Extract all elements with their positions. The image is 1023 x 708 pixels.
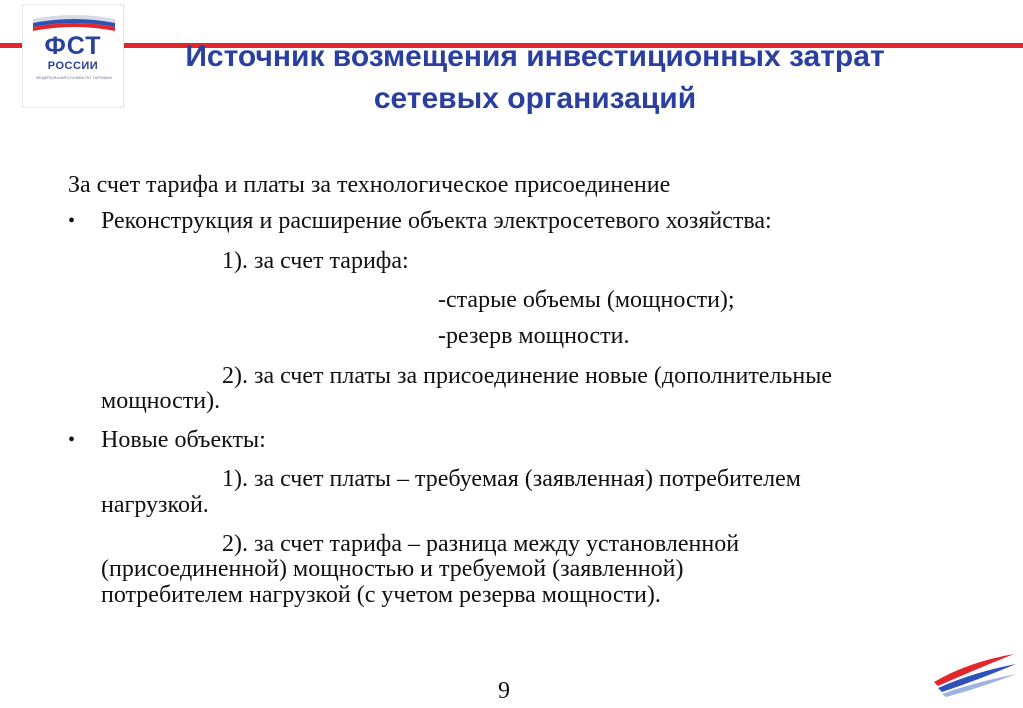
- section-1-heading: Реконструкция и расширение объекта электросетевого хозяйства:: [101, 208, 772, 234]
- section-2-item-2-line-2: (присоединенной) мощностью и требуемой (заявленной): [101, 556, 684, 582]
- section-2-item-2-line-3: потребителем нагрузкой (с учетом резерва мощности).: [101, 582, 661, 608]
- title-line-1: Источник возмещения инвестиционных затрат: [185, 40, 885, 73]
- section-2-heading: Новые объекты:: [101, 427, 266, 453]
- page-number: 9: [498, 678, 510, 704]
- section-1-item-2-line-1: 2). за счет платы за присоединение новые (дополнительные: [222, 363, 832, 389]
- section-2-item-1-line-1: 1). за счет платы – требуемая (заявленная) потребителем: [222, 466, 801, 492]
- logo-sub-text: РОССИИ: [47, 60, 99, 72]
- logo-caption: ФЕДЕРАЛЬНАЯ СЛУЖБА ПО ТАРИФАМ: [36, 75, 112, 80]
- section-1-sub-1: -старые объемы (мощности);: [438, 287, 735, 313]
- swoosh-decoration-icon: [928, 640, 1018, 700]
- section-1-item-1: 1). за счет тарифа:: [222, 248, 409, 274]
- bullet-1: •: [68, 210, 76, 232]
- section-2-item-2-line-1: 2). за счет тарифа – разница между установленной: [222, 531, 740, 557]
- section-2-item-1-line-2: нагрузкой.: [101, 492, 209, 518]
- slide-title: [120, 36, 950, 120]
- logo-main-text: ФСТ: [44, 32, 102, 60]
- fst-logo: [22, 4, 124, 108]
- title-line-2: сетевых организаций: [373, 82, 697, 115]
- section-1-sub-2: -резерв мощности.: [438, 323, 630, 349]
- section-1-item-2-line-2: мощности).: [101, 388, 221, 414]
- bullet-2: •: [68, 429, 76, 451]
- intro-text: За счет тарифа и платы за технологическое присоединение: [68, 172, 671, 198]
- flag-ribbon-icon: [31, 13, 117, 33]
